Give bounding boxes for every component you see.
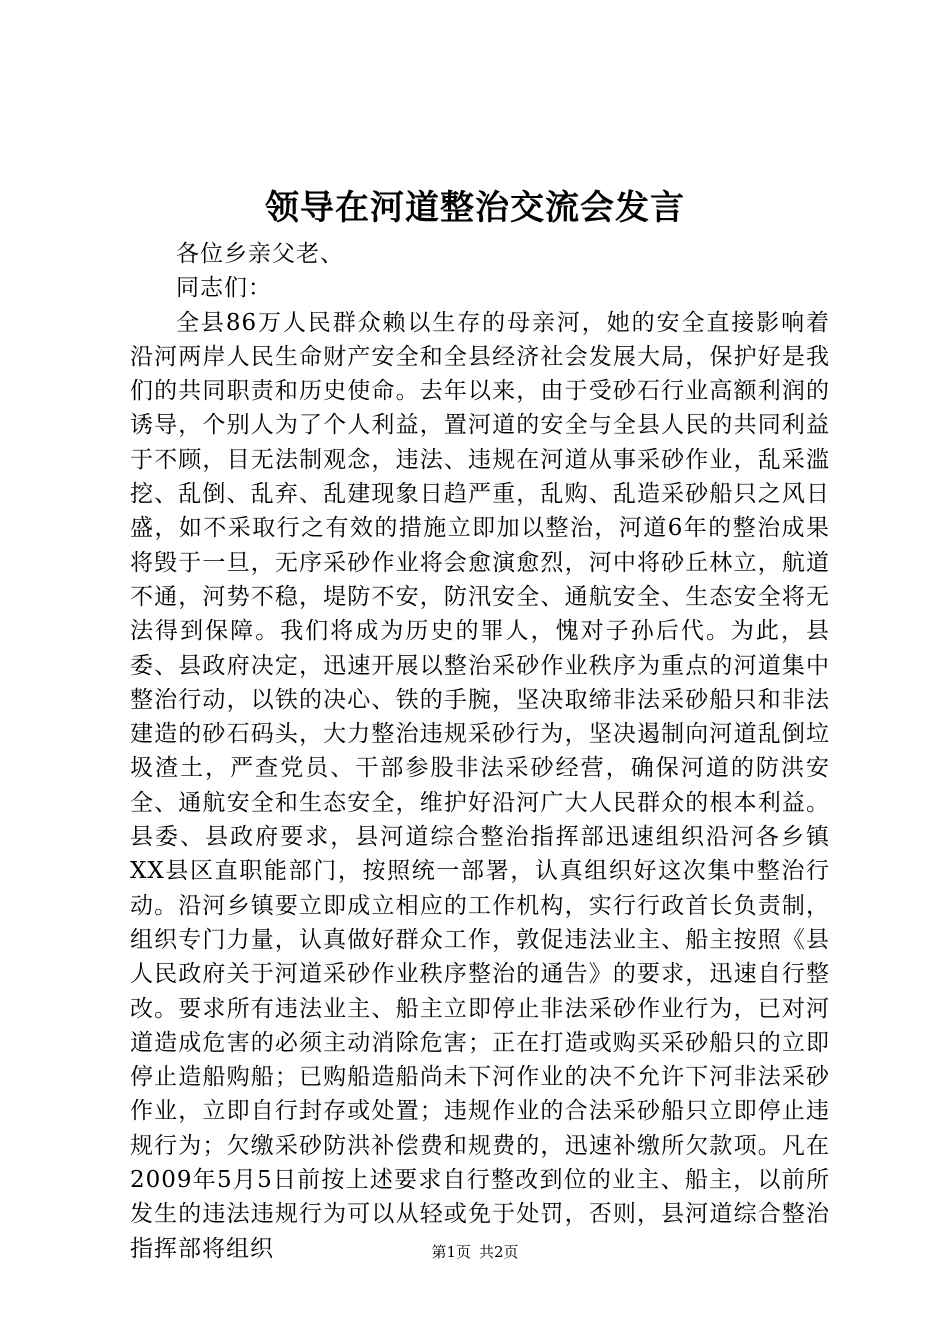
document-body [130,237,830,1266]
salutation-line: 同志们： [176,275,272,302]
body-paragraph: 全县86万人民群众赖以生存的母亲河，她的安全直接影响着沿河两岸人民生命财产安全和全县经济社会发展大局，保护好是我们的共同职责和历史使命。去年以来，由于受砂石行业高额利润的诱导，个别人为了个人利益，置河道的安全与全县人民的共同利益于不顾，目无法制观念，违法、违规在河道从事采砂作业，乱采滥挖、乱倒、乱弃、乱建现象日趋严重，乱购、乱造采砂船只之风日盛，如不采取行之有效的措施立即加以整治，河道6年的整治成果将毁于一旦，无序采砂作业将会愈演愈烈，河中将砂丘林立，航道不通，河势不稳，堤防不安，防汛安全、通航安全、生态安全将无法得到保障。我们将成为历史的罪人，愧对子孙后代。为此，县委、县政府决定，迅速开展以整治采砂作业秩序为重点的河道集中整治行动，以铁的决心、铁的手腕，坚决取缔非法采砂船只和非法建造的砂石码头，大力整治违规采砂行为，坚决遏制向河道乱倒垃圾渣土，严查党员、干部参股非法采砂经营，确保河道的防洪安全、通航安全和生态安全，维护好沿河广大人民群众的根本利益。县委、县政府要求，县河道综合整治指挥部迅速组织沿河各乡镇XX县区直职能部门，按照统一部署，认真组织好这次集中整治行动。沿河乡镇要立即成立相应的工作机构，实行行政首长负责制，组织专门力量，认真做好群众工作，敦促违法业主、船主按照《县人民政府关于河道采砂作业秩序整治的通告》的要求，迅速自行整改。要求所有违法业主、船主立即停止非法采砂作业行为，已对河道造成危害的必须主动消除危害；正在打造或购买采砂船只的立即停止造船购船；已购船造船尚未下河作业的决不允许下河非法采砂作业，立即自行封存或处置；违规作业的合法采砂船只立即停止违规行为；欠缴采砂防洪补偿费和规费的，迅速补缴所欠款项。凡在2009年5月5日前按上述要求自行整改到位的业主、船主，以前所发生的违法违规行为可以从轻或免于处罚，否则，县河道综合整治指挥部将组织 [130,309,830,1262]
page-footer [0,1242,950,1262]
page-number: 第1页 [431,1243,471,1261]
document-title: 领导在河道整治交流会发言 [265,188,685,228]
salutation-line: 各位乡亲父老、 [176,241,344,267]
page-total: 共2页 [479,1243,519,1261]
